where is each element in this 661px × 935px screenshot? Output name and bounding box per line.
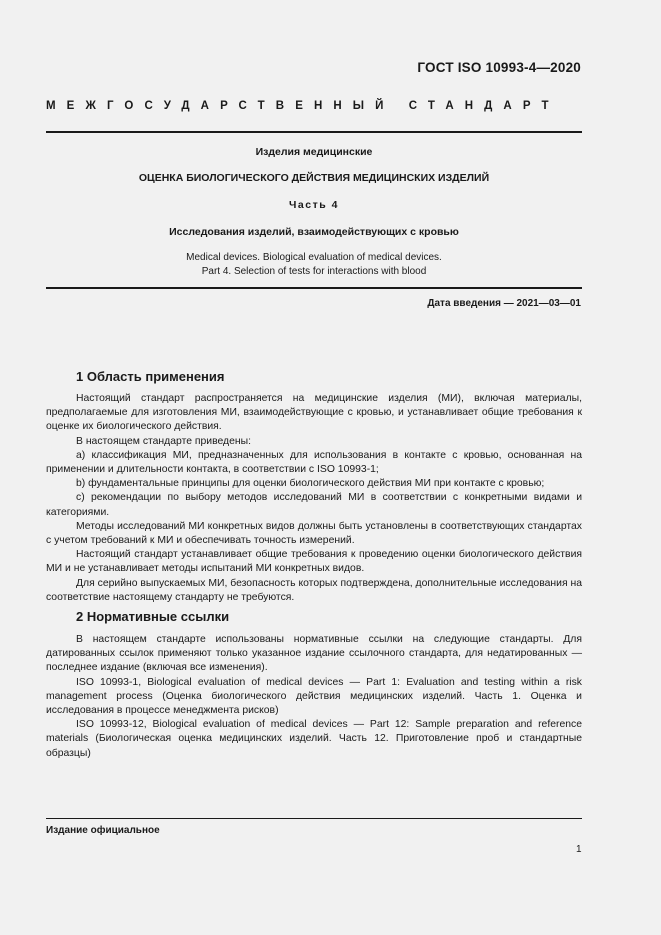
paragraph: Настоящий стандарт устанавливает общие требования к проведению оценки биологического действия МИ и не устанавливает методы испытаний МИ конкретных видов.: [46, 549, 582, 575]
paragraph: Для серийно выпускаемых МИ, безопасность которых подтверждена, дополнительные исследования на соответствие настоящему стандарту не требуются.: [46, 577, 582, 603]
section-2-heading: 2 Нормативные ссылки: [76, 609, 230, 624]
paragraph: В настоящем стандарте приведены:: [76, 435, 251, 447]
english-title-line2: Part 4. Selection of tests for interactions with blood: [201, 266, 427, 277]
list-item: a) классификация МИ, предназначенных для использования в контакте с кровью, основанная на применении и длительности контакта, в соответствии с ISO 10993-1;: [46, 449, 582, 476]
standard-type-banner: МЕЖГОСУДАРСТВЕННЫЙ СТАНДАРТ: [46, 100, 560, 112]
title-part: Часть 4: [289, 199, 339, 211]
section-1-heading: 1 Область применения: [76, 369, 225, 384]
english-title: [46, 251, 582, 279]
english-title-line1: Medical devices. Biological evaluation of medical devices.: [186, 252, 442, 263]
header-rule: [46, 131, 582, 133]
footer-rule: [46, 818, 582, 819]
title-category: Изделия медицинские: [255, 146, 373, 158]
reference-item: ISO 10993-12, Biological evaluation of medical devices — Part 12: Sample preparation and reference materials (Биологическая оценка медицинских изделий. Часть 12. Приготовление проб и стандартные образцы): [46, 719, 582, 759]
title-rule: [46, 287, 582, 289]
reference-item: ISO 10993-1, Biological evaluation of medical devices — Part 1: Evaluation and testing within a risk management process (Оценка биологического действия медицинских изделий. Часть 1. Оценка и исследования в процессе менеджмента рисков): [46, 676, 582, 717]
edition-label: Издание официальное: [46, 825, 160, 836]
paragraph: В настоящем стандарте использованы нормативные ссылки на следующие стандарты. Для датированных ссылок применяют только указанное издание ссылочного стандарта, для недатированных — последнее издание (включая все изменения).: [46, 634, 582, 674]
paragraph: Настоящий стандарт распространяется на медицинские изделия (МИ), включая материалы, предполагаемые для изготовления МИ, взаимодействующие с кровью, и устанавливает общие требования к оценке их биологического действия.: [46, 393, 582, 433]
title-subtitle: Исследования изделий, взаимодействующих с кровью: [169, 226, 459, 238]
section-1-body: [46, 392, 582, 605]
introduction-date: Дата введения — 2021—03—01: [427, 298, 581, 309]
list-item: c) рекомендации по выбору методов исследований МИ в соответствии с конкретными видами и категориями.: [46, 492, 582, 518]
list-item: b) фундаментальные принципы для оценки биологического действия МИ при контакте с кровью;: [76, 478, 545, 490]
document-id: ГОСТ ISO 10993-4—2020: [417, 60, 581, 75]
paragraph: Методы исследований МИ конкретных видов должны быть установлены в соответствующих стандартах с учетом требований к МИ и обеспечивать точность измерений.: [46, 520, 582, 547]
section-2-body: [46, 633, 582, 761]
page-number: 1: [576, 844, 582, 855]
title-main: ОЦЕНКА БИОЛОГИЧЕСКОГО ДЕЙСТВИЯ МЕДИЦИНСКИХ ИЗДЕЛИЙ: [138, 172, 490, 184]
